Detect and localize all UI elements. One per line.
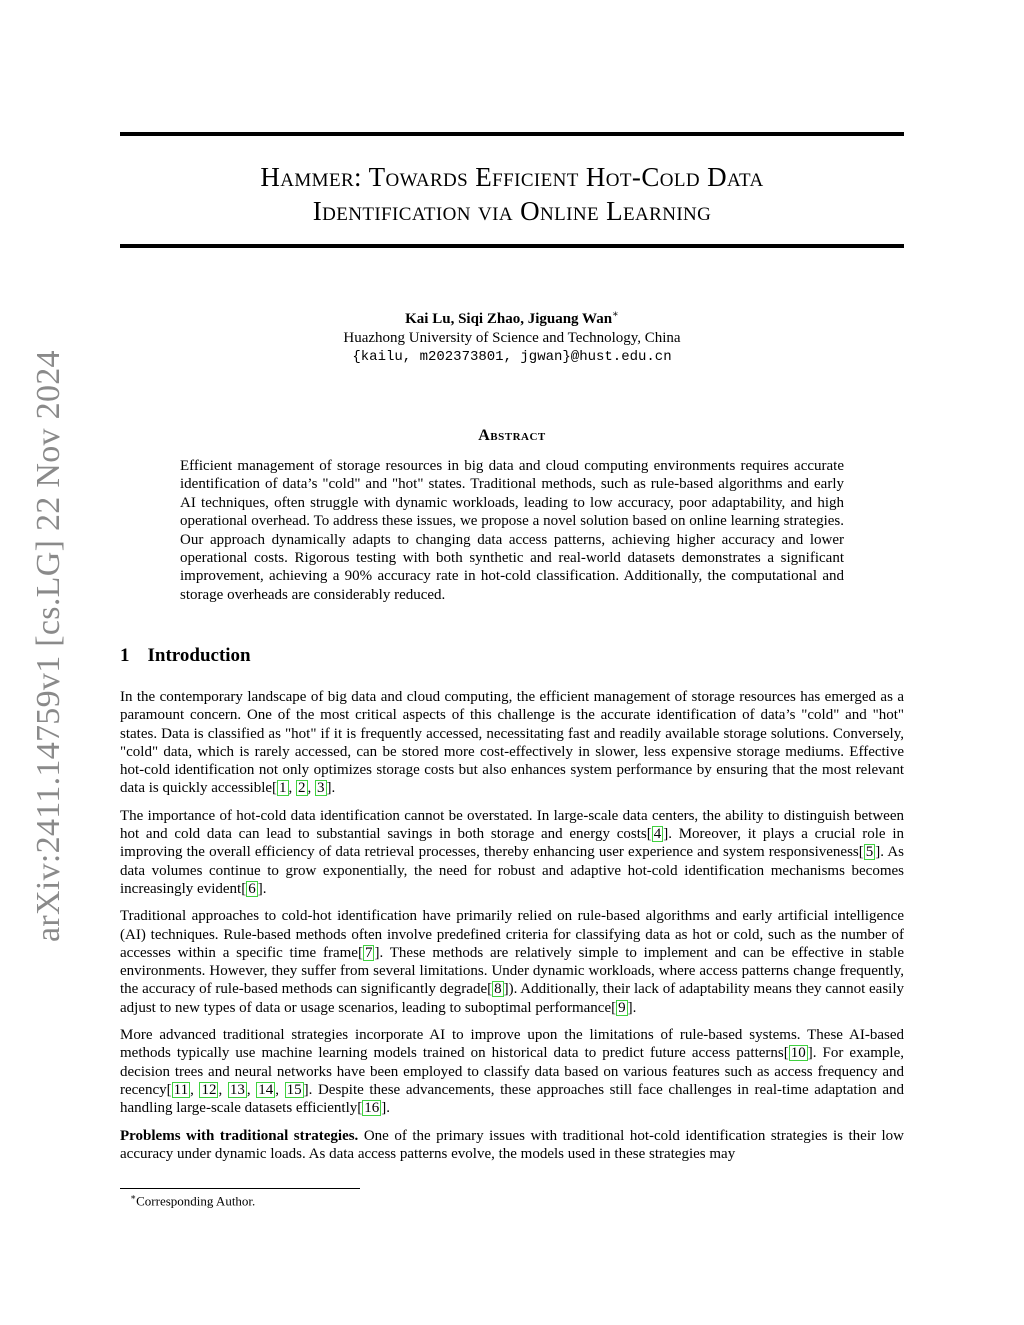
run-in-heading: Problems with traditional strategies. [120,1127,359,1144]
footnote [130,1192,255,1209]
title-top-rule [120,132,904,136]
author-affiliation: Huazhong University of Science and Technology, China [343,330,681,346]
citation-link[interactable]: 9 [618,999,626,1016]
abstract-heading: Abstract [478,427,546,444]
paragraph-4: More advanced traditional strategies incorporate AI to improve upon the limitations of rule-based systems. These AI-based methods typically use machine learning models trained on historical data to predict future access patterns[ 10 ]. For example, decision trees and neural networks have been employed to classify data based on various features such as access frequency and recency[ 11 , 12 , 13 , 14 , 15 ]. Despite these advancements, these approaches still face challenges in real-time adaptation and handling large-scale datasets efficiently[ 16 ]. [120,1027,905,1117]
citation-link[interactable]: 6 [248,880,256,897]
title-line-2: Identification via Online Learning [312,196,712,226]
abstract-text: Efficient management of storage resources in big data and cloud computing environments requires accurate identification of data’s "cold" and "hot" states. Traditional methods, such as rule-based algorithms and early AI techniques, often struggle with dynamic workloads, leading to low accuracy, poor adaptability, and high operational overhead. To address these issues, we propose a novel solution based on online learning strategies. Our approach dynamically adapts to changing data access patterns, achieving higher accuracy and lower operational costs. Rigorous testing with both synthetic and real-world datasets demonstrates a significant improvement, achieving a 90% accuracy rate in hot-cold classification. Additionally, the computational and storage overheads are considerably reduced. [180,458,844,603]
footnote-text: Corresponding Author. [136,1193,256,1209]
citation-link[interactable]: 1 [279,780,287,797]
footnote-rule [120,1188,360,1189]
citation-link[interactable]: 11 [173,1081,189,1098]
corresponding-marker: ∗ [612,309,619,320]
citation-link[interactable]: 3 [317,780,325,797]
citation-link[interactable]: 4 [653,826,662,843]
arxiv-identifier: arXiv:2411.14759v1 [cs.LG] 22 Nov 2024 [30,350,67,942]
citation-link[interactable]: 12 [201,1081,217,1098]
paragraph-2: The importance of hot-cold data identification cannot be overstated. In large-scale data centers, the ability to distinguish between hot and cold data can lead to substantial savings in both storage and energy costs[ 4 ]. Moreover, it plays a crucial role in improving the overall efficiency of data retrieval processes, thereby enhancing user experience and system responsiveness[ 5 ]. As data volumes continue to grow exponentially, the need for robust and adaptive hot-cold identification mechanisms becomes increasingly evident[ 6 ]. [120,807,905,897]
citation-link[interactable]: 8 [494,981,502,998]
section-title: Introduction [147,645,251,666]
title-bottom-rule [120,244,904,248]
title-line-1: Hammer: Towards Efficient Hot-Cold Data [260,162,764,192]
section-heading [120,645,251,667]
paper-title [120,160,904,228]
paragraph-1: In the contemporary landscape of big data and cloud computing, the efficient management of storage resources has emerged as a paramount concern. One of the most critical aspects of this challenge is the accurate identification of data’s "cold" and "hot" states. Data is classified as "hot" if it is frequently accessed, necessitating fast and readily available storage solutions. Conversely, "cold" data, which is rarely accessed, can be stored more cost-effectively in slower, less expensive storage mediums. Effective hot-cold identification not only optimizes storage costs but also enhances system performance by ensuring that the most relevant data is quickly accessible[ 1 , 2 , 3 ]. [120,689,904,797]
section-number: 1 [120,645,130,666]
paragraph-3: Traditional approaches to cold-hot identification have primarily relied on rule-based algorithms and early artificial intelligence (AI) techniques. Rule-based methods often involve predefined criteria for classifying data as hot or cold, such as the number of accesses within a specific time frame[ 7 ]. These methods are relatively simple to implement and can be effective in stable environments. However, they suffer from several limitations. Under dynamic workloads, where access patterns change frequently, the accuracy of rule-based methods can significantly degrade[ 8 ]). Additionally, their lack of adaptability means they cannot easily adjust to new types of data or usage scenarios, leading to suboptimal performance[ 9 ]. [120,908,905,1016]
citation-link[interactable]: 10 [790,1045,806,1062]
citation-link[interactable]: 7 [364,944,373,961]
citation-link[interactable]: 16 [364,1100,380,1117]
citation-link[interactable]: 13 [229,1081,245,1098]
author-email: {kailu, m202373801, jgwan}@hust.edu.cn [352,349,672,365]
body-text [120,688,904,1163]
citation-link[interactable]: 2 [298,780,306,797]
citation-link[interactable]: 5 [865,844,874,861]
author-names: Kai Lu, Siqi Zhao, Jiguang Wan∗ [405,309,619,327]
footnote-marker: ∗ [130,1192,137,1202]
author-block [120,305,904,367]
paragraph-5: Problems with traditional strategies. One of the primary issues with traditional hot-cold identification strategies is their low accuracy under dynamic loads. As data access patterns evolve, the models used in these strategies may [120,1127,904,1162]
citation-link[interactable]: 15 [286,1081,302,1098]
citation-link[interactable]: 14 [258,1081,274,1098]
